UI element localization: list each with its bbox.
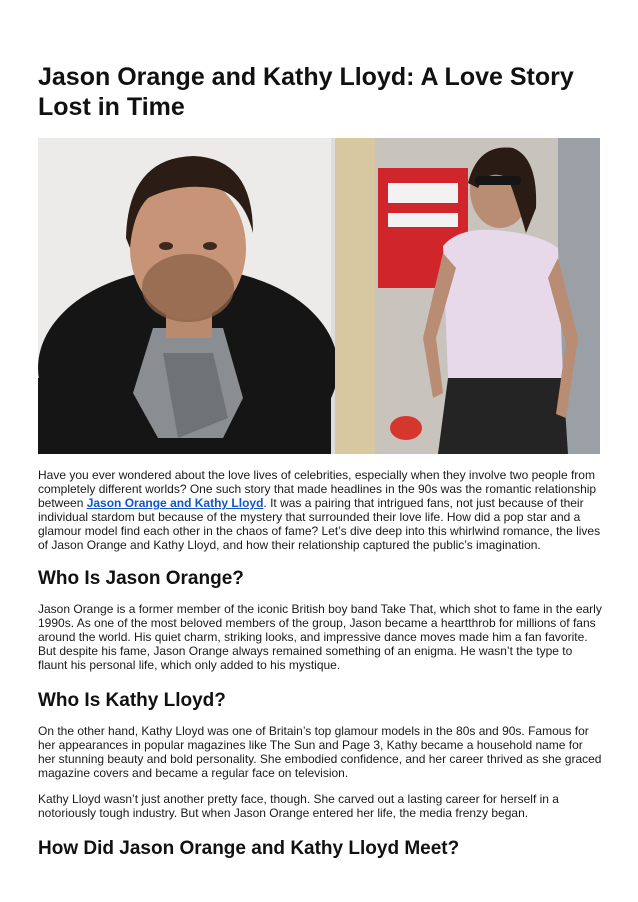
heading-who-is-kathy: Who Is Kathy Lloyd? — [38, 690, 226, 711]
intro-paragraph — [38, 468, 602, 553]
paragraph-kathy-bio: On the other hand, Kathy Lloyd was one of Britain’s top glamour models in the 80s and 90s. Famous for her appearances in popular magazines like The Sun and Page 3, Kathy became a household name for her stunning beauty and bold personality. She embodied confidence, and her career thrived as she graced magazine covers and became a regular face on television. — [38, 724, 602, 781]
intro-text-after: . It was a pairing that intrigued fans, not just because of their individual stardom but because of the mystery that surrounded their love life. How did a pop star and a glamour model find each other in the chaos of fame? Let’s dive deep into this whirlwind romance, the lives of Jason Orange and Kathy Lloyd, and how their relationship captured the public’s imagination. — [38, 496, 601, 553]
hero-photo — [38, 138, 600, 454]
article-title: Jason Orange and Kathy Lloyd: A Love Story Lost in Time — [38, 63, 574, 121]
photo-jason-orange — [38, 138, 338, 454]
heading-how-did-they-meet: How Did Jason Orange and Kathy Lloyd Meet? — [38, 838, 460, 859]
heading-who-is-jason: Who Is Jason Orange? — [38, 568, 244, 589]
jason-kathy-link[interactable]: Jason Orange and Kathy Lloyd — [86, 496, 264, 511]
paragraph-kathy-career: Kathy Lloyd wasn’t just another pretty face, though. She carved out a lasting career for herself in a notoriously tough industry. But when Jason Orange entered her life, the media frenzy began. — [38, 792, 559, 821]
photo-kathy-lloyd — [335, 138, 600, 454]
intro-text-before: Have you ever wondered about the love lives of celebrities, especially when they involve two people from completely different worlds? One such story that made headlines in the 90s was the romantic relationship between — [38, 468, 597, 511]
paragraph-jason-bio: Jason Orange is a former member of the iconic British boy band Take That, which shot to fame in the early 1990s. As one of the most beloved members of the group, Jason became a heartthrob for millions of fans around the world. His quiet charm, striking looks, and impressive dance moves made him a fan favorite. But despite his fame, Jason Orange always remained something of an enigma. He wasn’t the type to flaunt his personal life, which only added to his mystique. — [38, 602, 602, 673]
